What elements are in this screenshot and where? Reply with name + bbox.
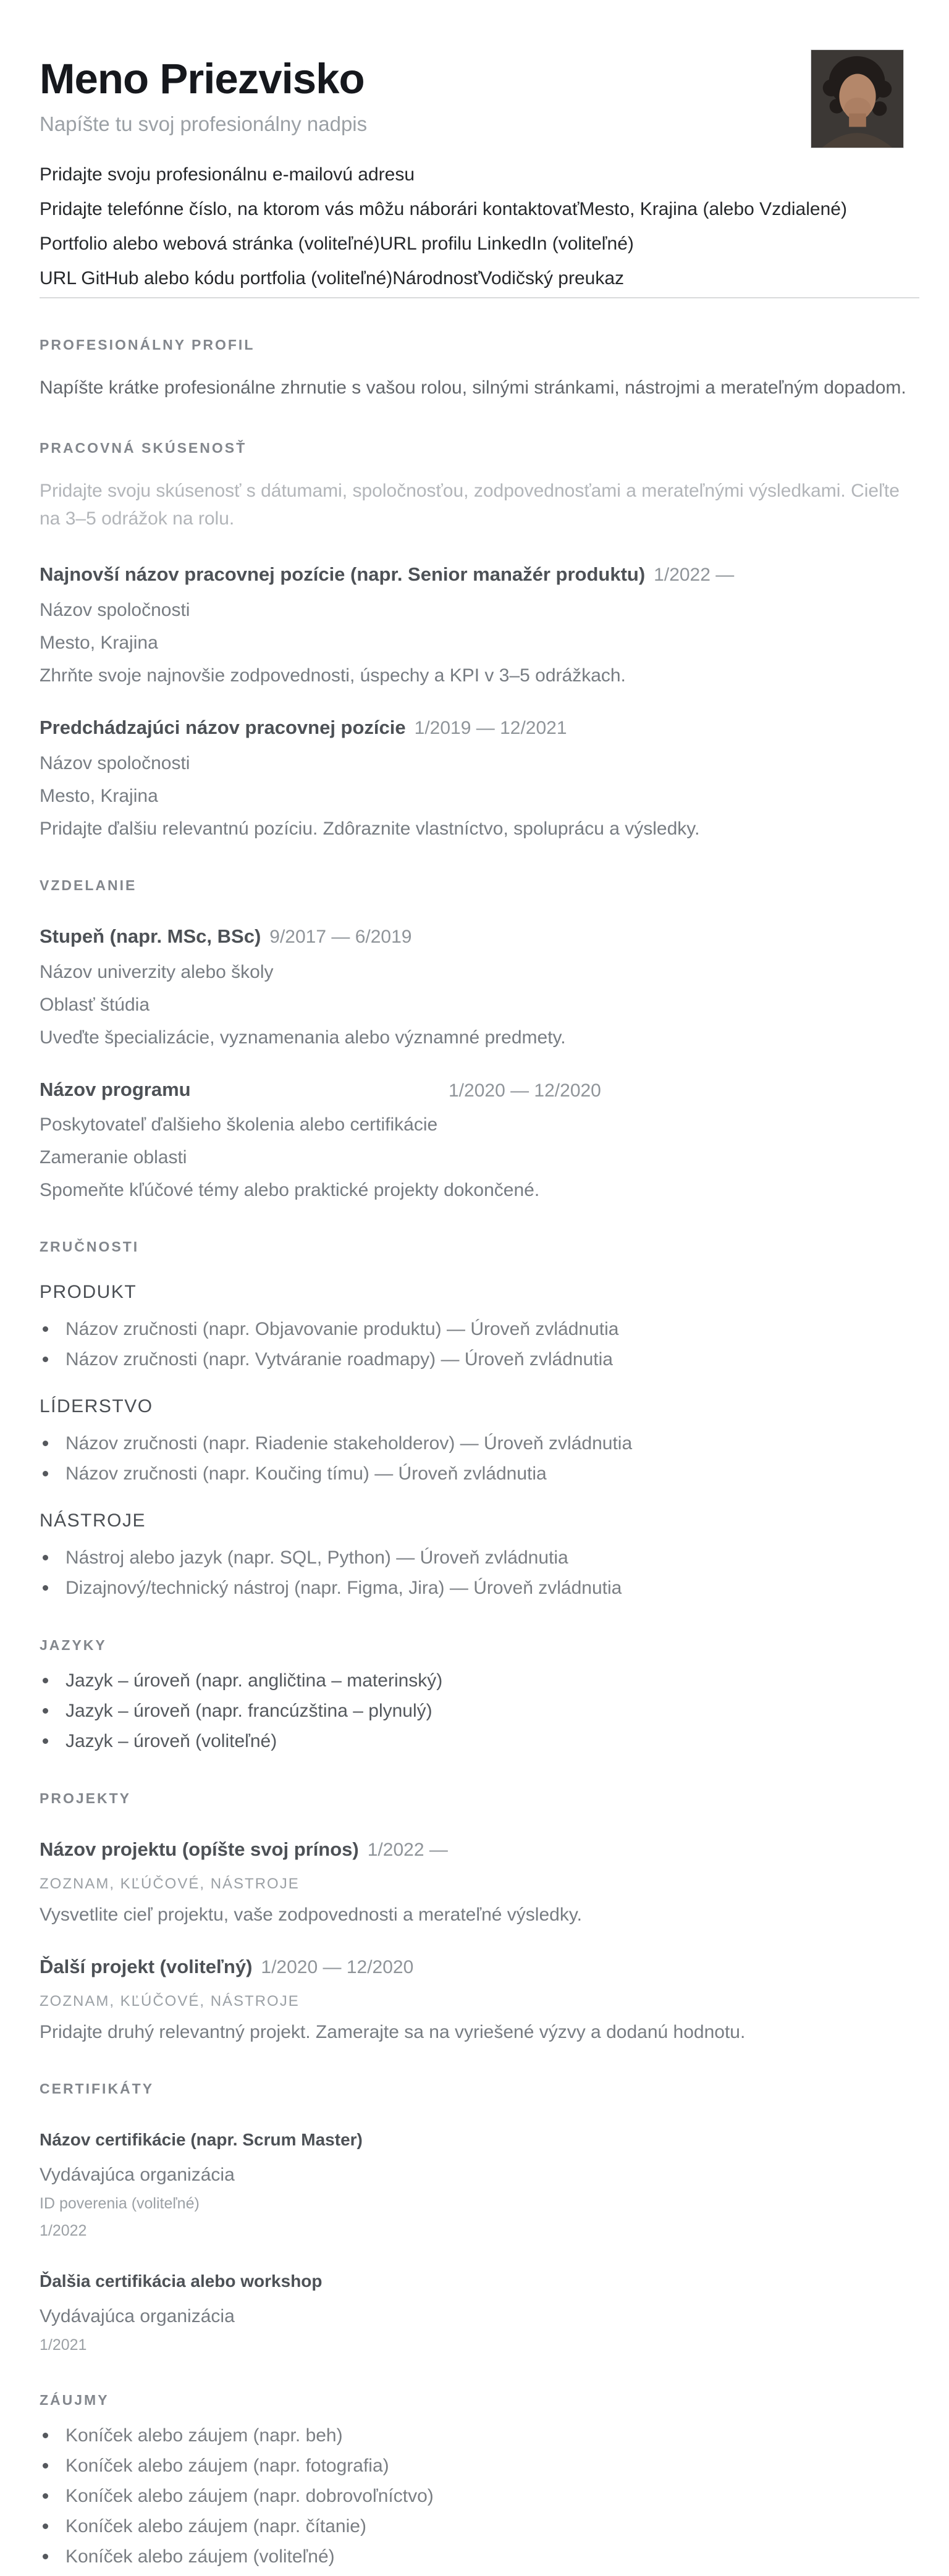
education-description: Spomeňte kľúčové témy alebo praktické projekty dokončené.: [40, 1180, 540, 1200]
job-title: Najnovší názov pracovnej pozície (napr. Senior manažér produktu): [40, 563, 646, 585]
job-description: Zhrňte svoje najnovšie zodpovednosti, úspechy a KPI v 3–5 odrážkach.: [40, 665, 626, 686]
project-description: Vysvetlite cieľ projektu, vaše zodpovednosti a merateľné výsledky.: [40, 1905, 582, 1925]
education-degree: Názov programu: [40, 1079, 191, 1100]
job-location: Mesto, Krajina: [40, 633, 158, 653]
section-title-certificates: CERTIFIKÁTY: [40, 2081, 154, 2097]
language-item: Jazyk – úroveň (voliteľné): [40, 1731, 919, 1752]
interest-item: Koníček alebo záujem (voliteľné): [40, 2546, 919, 2567]
language-item: Jazyk – úroveň (napr. francúzština – plynulý): [40, 1701, 919, 1722]
job-entry: [40, 715, 919, 839]
interest-item: Koníček alebo záujem (napr. fotografia): [40, 2456, 919, 2477]
skill-list: [40, 1433, 919, 1484]
section-skills: [40, 1237, 919, 1599]
skill-group-title: PRODUKT: [40, 1282, 137, 1302]
job-company: Názov spoločnosti: [40, 753, 190, 773]
education-field: Oblasť štúdia: [40, 995, 150, 1015]
job-location: Mesto, Krajina: [40, 786, 158, 806]
skill-item: Názov zručnosti (napr. Koučing tímu) — Úroveň zvládnutia: [40, 1463, 919, 1484]
project-date: 1/2022 —: [367, 1840, 448, 1860]
project-title: Názov projektu (opíšte svoj prínos): [40, 1838, 359, 1860]
interest-item: Koníček alebo záujem (napr. čítanie): [40, 2516, 919, 2537]
skill-group-title: LÍDERSTVO: [40, 1396, 153, 1416]
certificate-date: 1/2022: [40, 2222, 87, 2239]
skill-item: Nástroj alebo jazyk (napr. SQL, Python) — Úroveň zvládnutia: [40, 1547, 919, 1568]
education-school: Názov univerzity alebo školy: [40, 962, 274, 982]
interest-item: Koníček alebo záujem (napr. beh): [40, 2425, 919, 2446]
job-title: Predchádzajúci názov pracovnej pozície: [40, 717, 406, 738]
job-description: Pridajte ďalšiu relevantnú pozíciu. Zdôraznite vlastníctvo, spoluprácu a výsledky.: [40, 819, 700, 839]
section-interests: [40, 2391, 919, 2567]
section-education: [40, 876, 919, 1200]
header-divider: [40, 297, 919, 298]
section-certificates: [40, 2079, 919, 2354]
project-title-row: [40, 1837, 919, 1863]
contact-phone-location: Pridajte telefónne číslo, na ktorom vás môžu náborári kontaktovaťMesto, Krajina (alebo Vzdialené): [40, 199, 847, 219]
education-title-row: [40, 1077, 919, 1102]
education-description: Uveďte špecializácie, vyznamenania alebo významné predmety.: [40, 1027, 566, 1048]
section-title-profile: PROFESIONÁLNY PROFIL: [40, 337, 255, 353]
contact-portfolio-linkedin: Portfolio alebo webová stránka (voliteľné)URL profilu LinkedIn (voliteľné): [40, 234, 634, 254]
certificate-credential-id: ID poverenia (voliteľné): [40, 2195, 200, 2212]
section-profile: [40, 335, 919, 402]
contact-email: Pridajte svoju profesionálnu e-mailovú adresu: [40, 164, 415, 185]
section-projects: [40, 1789, 919, 2042]
interest-item: Koníček alebo záujem (napr. dobrovoľníctvo): [40, 2486, 919, 2507]
profile-photo: [811, 49, 904, 148]
education-field: Zameranie oblasti: [40, 1147, 187, 1168]
skill-item: Názov zručnosti (napr. Riadenie stakeholderov) — Úroveň zvládnutia: [40, 1433, 919, 1454]
language-item: Jazyk – úroveň (napr. angličtina – materinský): [40, 1670, 919, 1691]
job-date: 1/2019 — 12/2021: [414, 718, 567, 738]
contact-block: [40, 158, 919, 296]
skill-group-tools: [40, 1510, 919, 1599]
section-title-skills: ZRUČNOSTI: [40, 1239, 140, 1255]
certificate-title: Názov certifikácie (napr. Scrum Master): [40, 2130, 363, 2149]
section-title-projects: PROJEKTY: [40, 1790, 131, 1806]
education-entry: [40, 924, 919, 1048]
header: [40, 49, 919, 148]
job-date: 1/2022 —: [654, 565, 735, 585]
education-title-row: [40, 924, 919, 949]
education-date: 1/2020 — 12/2020: [449, 1080, 601, 1101]
project-tags: ZOZNAM, KĽÚČOVÉ, NÁSTROJE: [40, 1993, 300, 2010]
skill-group-title: NÁSTROJE: [40, 1510, 146, 1531]
certificate-organization: Vydávajúca organizácia: [40, 2165, 235, 2185]
certificate-entry: [40, 2269, 919, 2354]
skill-list: [40, 1547, 919, 1599]
section-experience: [40, 439, 919, 839]
certificate-title: Ďalšia certifikácia alebo workshop: [40, 2271, 323, 2291]
project-tags: ZOZNAM, KĽÚČOVÉ, NÁSTROJE: [40, 1875, 300, 1892]
skill-item: Názov zručnosti (napr. Vytváranie roadmapy) — Úroveň zvládnutia: [40, 1349, 919, 1370]
certificate-organization: Vydávajúca organizácia: [40, 2306, 235, 2326]
job-title-row: [40, 715, 919, 741]
interest-list: [40, 2425, 919, 2567]
certificate-entry: [40, 2128, 919, 2239]
skill-group-leadership: [40, 1396, 919, 1484]
project-description: Pridajte druhý relevantný projekt. Zamerajte sa na vyriešené výzvy a dodanú hodnotu.: [40, 2022, 746, 2042]
professional-headline: Napíšte tu svoj profesionálny nadpis: [40, 112, 368, 135]
skill-group-product: [40, 1282, 919, 1370]
language-list: [40, 1670, 919, 1752]
project-entry: [40, 1955, 919, 2042]
person-name: Meno Priezvisko: [40, 55, 365, 103]
education-degree: Stupeň (napr. MSc, BSc): [40, 925, 261, 947]
project-title-row: [40, 1955, 919, 1980]
skill-item: Dizajnový/technický nástroj (napr. Figma, Jira) — Úroveň zvládnutia: [40, 1578, 919, 1599]
job-company: Názov spoločnosti: [40, 600, 190, 620]
certificate-date: 1/2021: [40, 2336, 87, 2354]
section-title-experience: PRACOVNÁ SKÚSENOSŤ: [40, 440, 247, 456]
experience-intro: Pridajte svoju skúsenosť s dátumami, spoločnosťou, zodpovednosťami a merateľnými výsledkami. Cieľte na 3–5 odrážok na rolu.: [40, 481, 900, 529]
skill-list: [40, 1319, 919, 1370]
section-languages: [40, 1636, 919, 1752]
contact-github-nationality-license: URL GitHub alebo kódu portfolia (voliteľné)NárodnosťVodičský preukaz: [40, 268, 625, 288]
project-entry: [40, 1837, 919, 1925]
job-entry: [40, 562, 919, 686]
skill-item: Názov zručnosti (napr. Objavovanie produktu) — Úroveň zvládnutia: [40, 1319, 919, 1340]
job-title-row: [40, 562, 919, 587]
header-text: [40, 49, 811, 138]
project-title: Ďalší projekt (voliteľný): [40, 1956, 253, 1977]
project-date: 1/2020 — 12/2020: [261, 1957, 414, 1977]
section-title-languages: JAZYKY: [40, 1637, 107, 1653]
profile-summary: Napíšte krátke profesionálne zhrnutie s vašou rolou, silnými stránkami, nástrojmi a merateľným dopadom.: [40, 377, 906, 398]
education-date: 9/2017 — 6/2019: [269, 927, 412, 947]
education-entry: [40, 1077, 919, 1200]
section-title-education: VZDELANIE: [40, 877, 137, 893]
section-title-interests: ZÁUJMY: [40, 2392, 109, 2408]
education-school: Poskytovateľ ďalšieho školenia alebo certifikácie: [40, 1114, 438, 1135]
